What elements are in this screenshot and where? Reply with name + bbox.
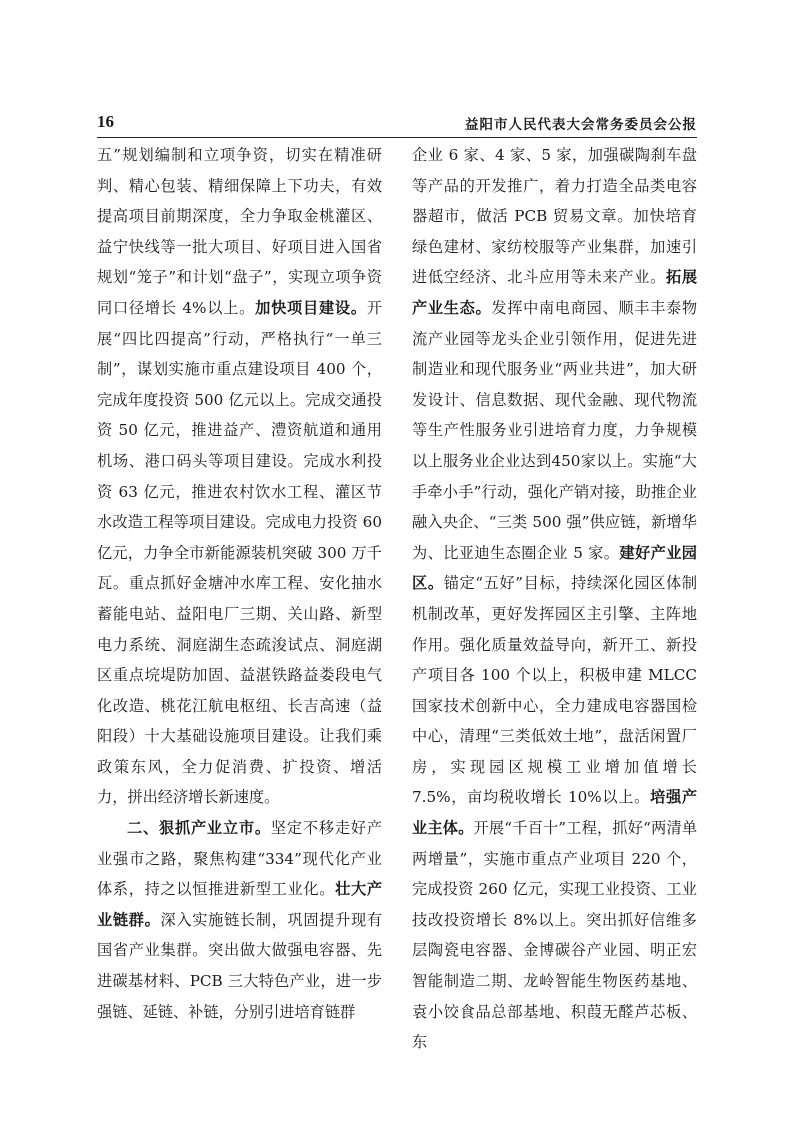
bold-heading: 建好产业园区。 (412, 543, 697, 593)
page-header (97, 112, 697, 136)
paragraph (97, 813, 382, 1027)
section-heading: 二、狠抓产业立市。 (127, 819, 271, 838)
journal-title: 益阳市人民代表大会常务委员会公报 (465, 117, 697, 133)
body-text: 深入实施链长制，巩固提升现有国省产业集群。突出做大做强电容器、先进碳基材料、PCB 三大特色产业，进一步强链、延链、补链，分别引进培育链群 (97, 910, 383, 1021)
bold-heading: 加快项目建设。 (255, 298, 367, 317)
paragraph (97, 140, 382, 813)
body-text: 企业 6 家、4 家、5 家，加强碳陶刹车盘等产品的开发推广，着力打造全品类电容器超市，做活 PCB 贸易文章。加快培育绿色建材、家纺校服等产业集群，加速引进低空经济、北斗应用等未来产业。 (412, 146, 697, 287)
paragraph (412, 140, 697, 1058)
body-text: 开展“四比四提高”行动，严格执行“一单三制”，谋划实施市重点建设项目 400 个，完成年度投资 500 亿元以上。完成交通投资 50 亿元，推进益产、澧资航道和通用机场、港口码头等项目建设。完成水利投资 63 亿元，推进农村饮水工程、灌区节水改造工程等项目建设。完成电力投资 60 亿元，力争全市新能源装机突破 300 万千瓦。重点抓好金塘冲水库工程、安化抽水蓄能电站、益阳电厂三期、关山路、新型电力系统、洞庭湖生态疏浚试点、洞庭湖区重点垸堤防加固、益湛铁路益娄段电气化改造、桃花江航电枢纽、长吉高速（益阳段）十大基础设施项目建设。让我们乘政策东风，全力促消费、扩投资、增活力，拼出经济增长新速度。 (97, 298, 383, 807)
page-number: 16 (97, 112, 114, 131)
body-text: 发挥中南电商园、顺丰丰泰物流产业园等龙头企业引领作用，促进先进制造业和现代服务业“两业共进”，加大研发设计、信息数据、现代金融、现代物流等生产性服务业引进培育力度，力争规模以上服务业企业达到450家以上。实施“大手牵小手”行动，强化产销对接，助推企业融入央企、“三类 500 强”供应链，新增华为、比亚迪生态圈企业 5 家。 (412, 298, 698, 562)
right-column (412, 140, 697, 1058)
body-text: 坚定不移走好产业强市之路，聚焦构建“334”现代化产业体系，持之以恒推进新型工业化。 (97, 819, 383, 899)
body-text: 开展“千百十”工程，抓好“两清单两增量”，实施市重点产业项目 220 个，完成投资 260 亿元，实现工业投资、工业技改投资增长 8%以上。突出抓好信维多层陶瓷电容器、金博碳谷产业园、明正宏智能制造二期、龙岭智能生物医药基地、袁小饺食品总部基地、积葭无醛芦芯板、东 (412, 819, 698, 1052)
body-text: 锚定“五好”目标，持续深化园区体制机制改革，更好发挥园区主引擎、主阵地作用。强化质量效益导向，新开工、新投产项目各 100 个以上，积极申建 MLCC 国家技术创新中心，全力建成电容器国检中心，清理“三类低效土地”，盘活闲置厂房，实现园区规模工业增加值增长 7.5%，亩均税收增长 10%以上。 (412, 574, 698, 807)
header-divider (97, 137, 697, 138)
bold-heading: 培强产业主体。 (412, 788, 698, 838)
bold-heading: 壮大产业链群。 (97, 880, 383, 929)
left-column (97, 140, 382, 1027)
body-text: 五”规划编制和立项争资，切实在精准研判、精心包装、精细保障上下功夫，有效提高项目前期深度，全力争取金桃灌区、益宁快线等一批大项目、好项目进入国省规划“笼子”和计划“盘子”，实现立项争资同口径增长 4%以上。 (97, 146, 382, 317)
bold-heading: 拓展产业生态。 (412, 268, 698, 317)
